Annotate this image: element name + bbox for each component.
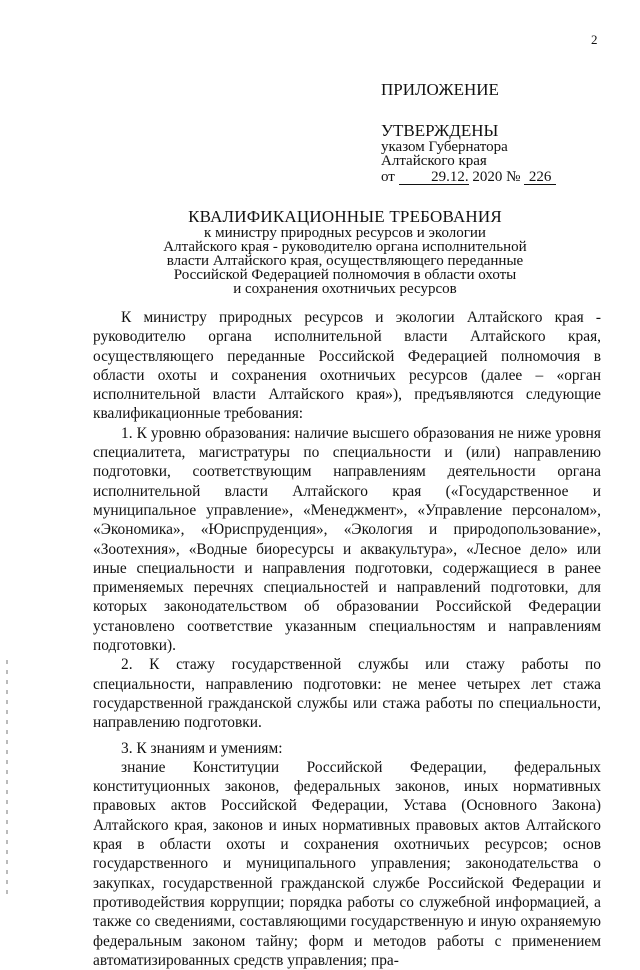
knowledge-paragraph: знание Конституции Российской Федерации, федеральных конституционных законов, федеральных законов, иных нормативных правовых актов Российской Федерации, Устава (Основного Закона) Алтайского края, законов и иных нормативных правовых актов Алтайского края в области охоты и сохранения охотничьих ресурсов; основ государственного и муниципального управления; законодательства о закупках, государственной гражданской службе Российской Федерации и противодействия коррупции; порядка работы со служебной информацией, а также со сведениями, составляющими государственную и иную охраняемую федеральным законом тайну; форм и методов работы с применением автоматизированных средств управления; пра-: [93, 758, 601, 969]
experience-requirement: 2. К стажу государственной службы или стажу работы по специальности, направлению подготовки: не менее четырех лет стажа государственной гражданской службы или стажа работы по специальности, направлению подготовки.: [93, 656, 601, 732]
education-requirement: 1. К уровню образования: наличие высшего образования не ниже уровня специалитета, магистратуры по специальности и (или) направлению подготовки, соответствующим направлениям деятельности органа исполнительной власти Алтайского края («Государственное и муниципальное управление», «Менеджмент», «Управление персоналом», «Экономика», «Юриспруденция», «Экология и природопользование», «Зоотехния», «Водные биоресурсы и аквакультура», «Лесное дело» или иные специальности и направления подготовки, содержащиеся в ранее применяемых перечнях специальностей и направлений подготовки, для которых законодательством об образовании Российской Федерации установлено соответствие указанным специальностям и направлениям подготовки).: [93, 424, 601, 655]
decree-year: 2020: [472, 169, 503, 185]
title-line: и сохранения охотничьих ресурсов: [233, 281, 457, 297]
date-prefix: от: [381, 169, 395, 185]
decree-date-line: [381, 168, 601, 186]
title-line: Российской Федерацией полномочия в области охоты: [173, 267, 517, 283]
title-line: Алтайского края - руководителю органа исполнительной: [163, 239, 527, 255]
scan-edge-artifact: [6, 660, 8, 900]
approved-by-line: указом Губернатора: [381, 139, 508, 155]
appendix-label: ПРИЛОЖЕНИЕ: [381, 80, 499, 99]
approved-by-region: Алтайского края: [381, 153, 487, 169]
title-line: к министру природных ресурсов и экологии: [204, 225, 486, 241]
decree-date: 29.12.: [399, 170, 469, 185]
approved-label: УТВЕРЖДЕНЫ: [381, 121, 499, 140]
approval-stamp: [381, 80, 601, 186]
decree-number: 226: [524, 170, 556, 185]
page-number: 2: [591, 32, 598, 47]
number-sign: №: [506, 169, 521, 185]
document-title: [90, 208, 600, 296]
knowledge-heading: 3. К знаниям и умениям:: [121, 739, 283, 757]
title-line: власти Алтайского края, осуществляющего переданные: [166, 253, 524, 269]
intro-paragraph: К министру природных ресурсов и экологии Алтайского края - руководителю органа исполнительной власти Алтайского края, осуществляющего переданные Российской Федерацией полномочия в области охоты и сохранения охотничьих ресурсов (далее – «орган исполнительной власти Алтайского края»), предъявляются следующие квалификационные требования:: [93, 309, 601, 423]
document-body: [93, 308, 601, 970]
title-heading: КВАЛИФИКАЦИОННЫЕ ТРЕБОВАНИЯ: [188, 207, 502, 226]
